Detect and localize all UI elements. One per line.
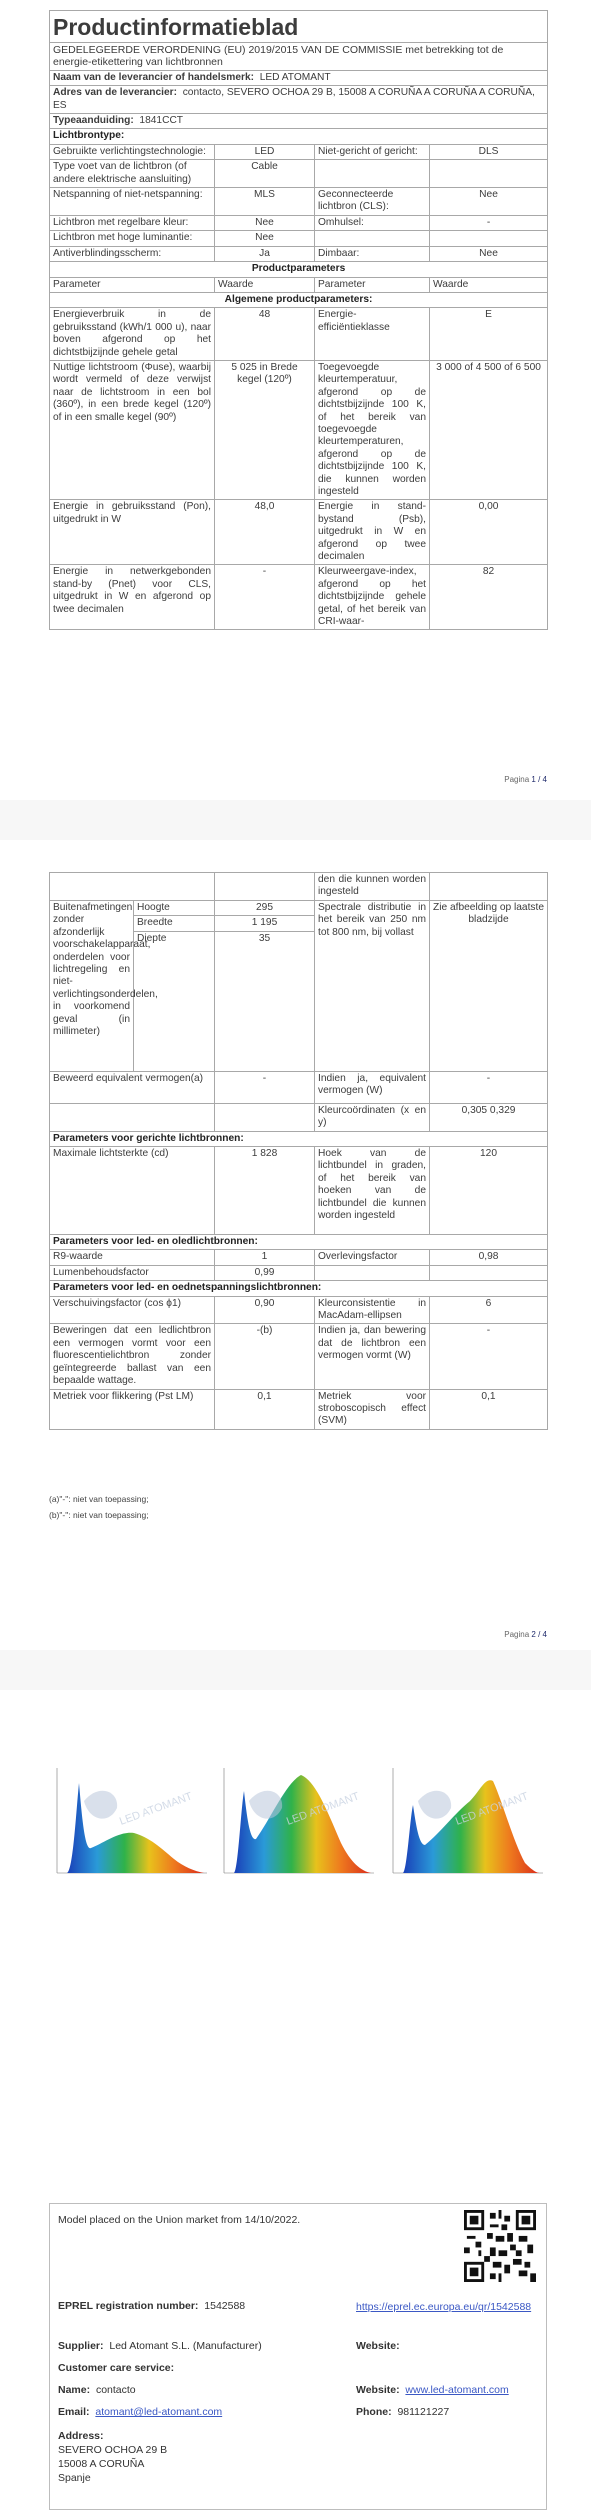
param-value: 0,98	[430, 1250, 548, 1265]
page-gap	[0, 800, 591, 840]
param-label: Omhulsel:	[315, 215, 430, 230]
param-label	[50, 1103, 215, 1131]
param-label: Nuttige lichtstroom (Φuse), waarbij wordt vermeld of deze verwijst naar de lichtstroom in een bol (360º), in een brede kegel (120º) of in een smalle kegel (90º)	[50, 360, 215, 499]
param-label-continued: den die kunnen worden ingesteld	[315, 873, 430, 901]
table-row	[50, 308, 548, 361]
eprel-reg-value: 1542588	[204, 2300, 246, 2312]
table-row	[50, 873, 548, 901]
param-value: 1	[215, 1250, 315, 1265]
footnote-a: (a)"-": niet van toepassing;	[49, 1494, 149, 1504]
param-value: 82	[430, 565, 548, 630]
table-row	[50, 500, 548, 565]
param-value: 0,00	[430, 500, 548, 565]
page-gap	[0, 1650, 591, 1690]
table-row	[50, 1103, 548, 1131]
param-value: 3 000 of 4 500 of 6 500	[430, 360, 548, 499]
spectral-value: Zie afbeelding op laatste bladzijde	[430, 901, 548, 1072]
empty-cell	[430, 873, 548, 901]
param-value	[215, 1103, 315, 1131]
contact-name-label: Name:	[58, 2384, 91, 2396]
table-row	[50, 1296, 548, 1324]
website2-label: Website:	[356, 2384, 400, 2396]
product-params-heading: Productparameters	[50, 262, 548, 277]
param-value: Nee	[430, 188, 548, 216]
param-label: Lumenbehoudsfactor	[50, 1265, 215, 1280]
param-label: Beweerd equivalent vermogen(a)	[50, 1071, 215, 1103]
param-label: Beweringen dat een ledlichtbron een vermogen vormt voor een fluorescentielichtbron zonder geïntegreerde ballast van een bepaalde wattage.	[50, 1324, 215, 1389]
website-label: Website:	[356, 2340, 400, 2352]
eprel-link[interactable]: https://eprel.ec.europa.eu/qr/1542588	[356, 2301, 532, 2313]
spectrum-chart-4500k	[216, 1763, 376, 1878]
table-row	[50, 144, 548, 159]
email-row	[58, 2406, 222, 2418]
param-value: -	[430, 215, 548, 230]
address-line-3: Spanje	[58, 2472, 91, 2484]
param-value: E	[430, 308, 548, 361]
param-label: Kleurweergave-index, afgerond op het dichtstbijzijnde gehele getal, of het bereik van CRI-waar-	[315, 565, 430, 630]
table-row	[50, 231, 548, 246]
page-number-value: 1 / 4	[531, 775, 547, 784]
param-value: 0,1	[430, 1389, 548, 1429]
column-header-row	[50, 277, 548, 292]
lichtbrontype-heading: Lichtbrontype:	[50, 129, 548, 144]
param-label	[315, 1265, 430, 1280]
param-value: Ja	[215, 246, 315, 261]
page-2	[0, 840, 591, 1650]
logo-watermark	[418, 1791, 451, 1819]
param-label: Maximale lichtsterkte (cd)	[50, 1147, 215, 1235]
supplier-name-value: LED ATOMANT	[259, 71, 331, 83]
table-row	[50, 1389, 548, 1429]
param-label: Energie in stand-bystand (Psb), uitgedrukt in W en afgerond op twee decimalen	[315, 500, 430, 565]
param-label: Verschuivingsfactor (cos ϕ1)	[50, 1296, 215, 1324]
width-value: 1 195	[215, 916, 315, 931]
param-value: 0,99	[215, 1265, 315, 1280]
param-value: LED	[215, 144, 315, 159]
page-1	[0, 0, 591, 800]
param-value: -	[430, 1324, 548, 1389]
watermark-text: LED ATOMANT	[453, 1790, 531, 1828]
phone-row	[356, 2406, 449, 2418]
param-value: -	[215, 1071, 315, 1103]
param-label: Lichtbron met hoge luminantie:	[50, 231, 215, 246]
param-value: 48	[215, 308, 315, 361]
model-row	[50, 114, 548, 129]
phone-label: Phone:	[356, 2406, 392, 2418]
table-row	[50, 1265, 548, 1280]
eprel-reg-row	[58, 2300, 245, 2312]
mains-heading: Parameters voor led- en oednetspanningslichtbronnen:	[50, 1281, 548, 1296]
model-placed-text: Model placed on the Union market from 14/10/2022.	[58, 2214, 301, 2226]
table-row	[50, 1147, 548, 1235]
table-row	[50, 360, 548, 499]
logo-watermark	[84, 1791, 117, 1819]
empty-cell	[50, 873, 215, 901]
param-label: Geconnecteerde lichtbron (CLS):	[315, 188, 430, 216]
website-row	[356, 2384, 509, 2396]
param-value: 0,305 0,329	[430, 1103, 548, 1131]
spectrum-chart-6500k	[385, 1763, 545, 1878]
footnote-b: (b)"-": niet van toepassing;	[49, 1510, 149, 1520]
param-label: Energie-efficiëntieklasse	[315, 308, 430, 361]
website-link[interactable]: www.led-atomant.com	[405, 2384, 509, 2396]
supplier-name-label: Naam van de leverancier of handelsmerk:	[53, 71, 255, 83]
param-label: Overlevingsfactor	[315, 1250, 430, 1265]
param-label: Toegevoegde kleurtemperatuur, afgerond op de dichtstbijzijnde 100 K, of het bereik van toegevoegde kleurtemperaturen, afgerond op de dichtstbijzijnde 100 K, die kunnen worden ingesteld	[315, 360, 430, 499]
page-number	[504, 775, 547, 784]
empty-cell	[215, 873, 315, 901]
param-label: R9-waarde	[50, 1250, 215, 1265]
param-value: MLS	[215, 188, 315, 216]
qr-code-icon[interactable]	[464, 2210, 536, 2282]
param-value: 0,1	[215, 1389, 315, 1429]
supplier-row	[58, 2340, 262, 2352]
param-label: Metriek voor stroboscopisch effect (SVM)	[315, 1389, 430, 1429]
table-row	[50, 246, 548, 261]
col-header-value: Waarde	[430, 277, 548, 292]
eprel-info-box	[49, 2203, 547, 2510]
info-table-page-2	[49, 872, 548, 1430]
model-label: Typeaanduiding:	[53, 115, 134, 127]
address-label: Address:	[58, 2430, 104, 2442]
eprel-reg-label: EPREL registration number:	[58, 2300, 199, 2312]
page-prefix: Pagina	[504, 1630, 530, 1639]
param-value: 120	[430, 1147, 548, 1235]
page-3	[0, 1690, 591, 2190]
param-label: Type voet van de lichtbron (of andere elektrische aansluiting)	[50, 160, 215, 188]
height-label: Hoogte	[134, 901, 215, 916]
page-prefix: Pagina	[504, 775, 530, 784]
param-label: Kleurcoördinaten (x en y)	[315, 1103, 430, 1131]
param-label: Energie in gebruiksstand (Pon), uitgedrukt in W	[50, 500, 215, 565]
supplier-label: Supplier:	[58, 2340, 104, 2352]
customer-care-label: Customer care service:	[58, 2362, 175, 2374]
param-value: -(b)	[215, 1324, 315, 1389]
param-value: 1 828	[215, 1147, 315, 1235]
param-value: -	[215, 565, 315, 630]
param-label: Hoek van de lichtbundel in graden, of het bereik van hoeken van de lichtbundel die kunnen worden ingesteld	[315, 1147, 430, 1235]
param-value	[430, 1265, 548, 1280]
table-row	[50, 1071, 548, 1103]
regulation-text: GEDELEGEERDE VERORDENING (EU) 2019/2015 VAN DE COMMISSIE met betrekking tot de energie-etikettering van lichtbronnen	[50, 43, 548, 71]
depth-label: Diepte	[134, 931, 215, 1071]
spectral-label: Spectrale distributie in het bereik van 250 nm tot 800 nm, bij vollast	[315, 901, 430, 1072]
col-header-param: Parameter	[50, 277, 215, 292]
directional-heading: Parameters voor gerichte lichtbronnen:	[50, 1131, 548, 1146]
param-value: DLS	[430, 144, 548, 159]
spectrum-chart-3000k	[49, 1763, 209, 1878]
model-value: 1841CCT	[139, 115, 184, 127]
col-header-value: Waarde	[215, 277, 315, 292]
table-row	[50, 160, 548, 188]
table-row	[50, 565, 548, 630]
supplier-address-label: Adres van de leverancier:	[53, 87, 178, 99]
param-value: -	[430, 1071, 548, 1103]
param-label: Netspanning of niet-netspanning:	[50, 188, 215, 216]
param-label: Dimbaar:	[315, 246, 430, 261]
watermark-text: LED ATOMANT	[284, 1790, 362, 1828]
email-link[interactable]: atomant@led-atomant.com	[95, 2406, 223, 2418]
param-label: Kleurconsistentie in MacAdam-ellipsen	[315, 1296, 430, 1324]
table-row	[50, 1250, 548, 1265]
page-number-value: 2 / 4	[531, 1630, 547, 1639]
page-number	[504, 1630, 547, 1639]
param-value: 48,0	[215, 500, 315, 565]
supplier-name-row	[50, 70, 548, 85]
param-label: Indien ja, equivalent vermogen (W)	[315, 1071, 430, 1103]
logo-watermark	[249, 1791, 282, 1819]
phone-value: 981121227	[397, 2406, 450, 2418]
param-label	[315, 231, 430, 246]
param-value: 5 025 in Brede kegel (120º)	[215, 360, 315, 499]
supplier-value: Led Atomant S.L. (Manufacturer)	[109, 2340, 262, 2352]
dimensions-label: Buitenafmetingen zonder afzonderlijk voorschakelapparaat, onderdelen voor lichtregeling en niet-verlichtingsonderdelen, in voorkomend geval (in millimeter)	[50, 901, 134, 1072]
col-header-param: Parameter	[315, 277, 430, 292]
param-value: 0,90	[215, 1296, 315, 1324]
param-value: Nee	[430, 246, 548, 261]
supplier-address-row	[50, 86, 548, 114]
param-label: Metriek voor flikkering (Pst LM)	[50, 1389, 215, 1429]
width-label: Breedte	[134, 916, 215, 931]
param-label	[315, 160, 430, 188]
contact-name-row	[58, 2384, 136, 2396]
param-value: Nee	[215, 231, 315, 246]
height-value: 295	[215, 901, 315, 916]
table-row	[50, 215, 548, 230]
eprel-link-row	[356, 2300, 536, 2314]
table-row	[50, 1324, 548, 1389]
param-value: Cable	[215, 160, 315, 188]
param-value	[430, 231, 548, 246]
info-table-page-1	[49, 10, 548, 630]
param-label: Niet-gericht of gericht:	[315, 144, 430, 159]
param-value: Nee	[215, 215, 315, 230]
param-label: Energie in netwerkgebonden stand-by (Pnet) voor CLS, uitgedrukt in W en afgerond op twee decimalen	[50, 565, 215, 630]
watermark-text: LED ATOMANT	[117, 1790, 195, 1828]
spectrum-curve	[234, 1775, 371, 1873]
param-label: Indien ja, dan bewering dat de lichtbron een vermogen vormt (W)	[315, 1324, 430, 1389]
table-row	[50, 901, 548, 916]
led-heading: Parameters voor led- en oledlichtbronnen:	[50, 1235, 548, 1250]
param-label: Energieverbruik in de gebruiksstand (kWh/1 000 u), naar boven afgerond op het dichtstbijzijnde gehele getal	[50, 308, 215, 361]
address-line-2: 15008 A CORUÑA	[58, 2458, 145, 2470]
address-line-1: SEVERO OCHOA 29 B	[58, 2444, 168, 2456]
table-row	[50, 188, 548, 216]
page-title: Productinformatieblad	[50, 11, 548, 43]
general-params-heading: Algemene productparameters:	[50, 292, 548, 307]
param-label: Lichtbron met regelbare kleur:	[50, 215, 215, 230]
email-label: Email:	[58, 2406, 90, 2418]
param-value	[430, 160, 548, 188]
param-label: Antiverblindingsscherm:	[50, 246, 215, 261]
contact-name-value: contacto	[95, 2384, 136, 2396]
depth-value: 35	[215, 931, 315, 1071]
param-value: 6	[430, 1296, 548, 1324]
supplier-address-value: contacto, SEVERO OCHOA 29 B, 15008 A CORUÑA A CORUÑA A CORUÑA, ES	[53, 87, 535, 111]
param-label: Gebruikte verlichtingstechnologie:	[50, 144, 215, 159]
